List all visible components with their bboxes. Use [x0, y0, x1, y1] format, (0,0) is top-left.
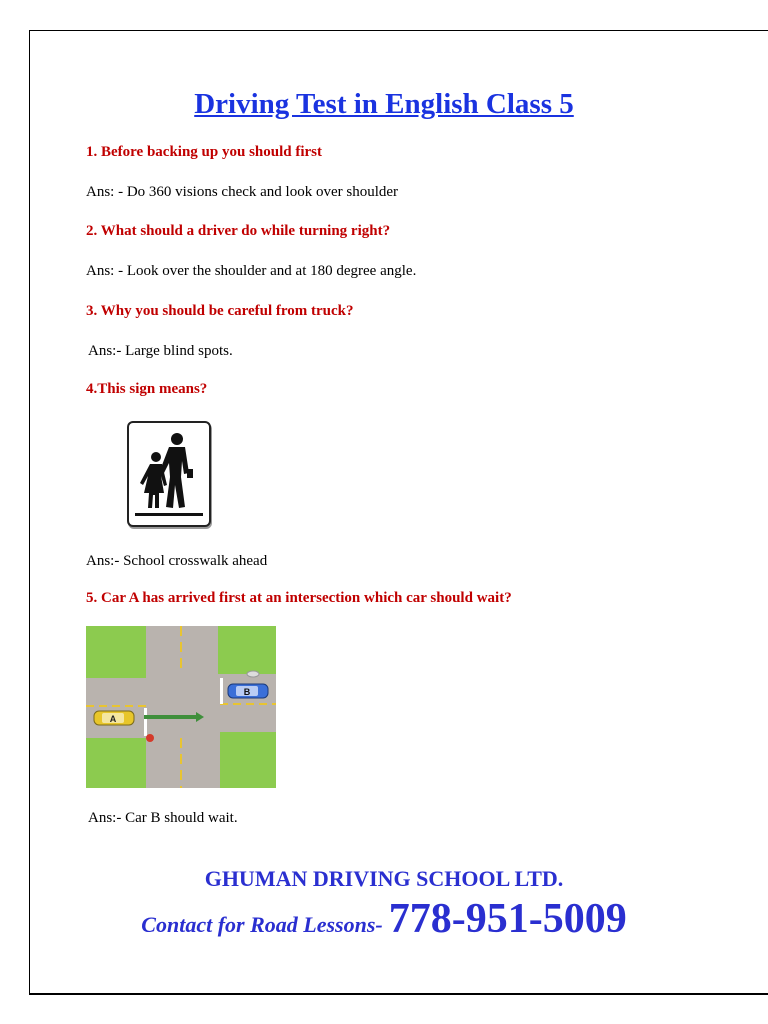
school-name: GHUMAN DRIVING SCHOOL LTD. — [204, 866, 564, 891]
stop-sign-left — [146, 734, 154, 742]
question-2: 2. What should a driver do while turning right? — [86, 223, 391, 239]
grass-bottom-left — [86, 738, 146, 788]
contact-label: Contact for Road Lessons- — [141, 912, 383, 937]
grass-top-right — [218, 626, 276, 674]
car-a — [94, 711, 134, 725]
intersection-diagram — [86, 626, 276, 788]
svg-text:B: B — [243, 687, 251, 697]
question-4: 4.This sign means? — [86, 381, 208, 397]
question-3: 3. Why you should be careful from truck? — [86, 303, 354, 319]
car-b — [228, 684, 268, 698]
grass-bottom-right — [220, 732, 276, 788]
answer-1: Ans: - Do 360 visions check and look over shoulder — [86, 184, 399, 200]
contact-line — [0, 895, 768, 943]
school-crossing-sign — [127, 421, 211, 527]
svg-text:A: A — [109, 714, 117, 724]
page-bottom-border — [29, 993, 768, 995]
answer-2: Ans: - Look over the shoulder and at 180 degree angle. — [86, 263, 417, 279]
school-crossing-pictogram — [129, 423, 209, 525]
stop-sign-right — [247, 671, 259, 677]
question-1: 1. Before backing up you should first — [86, 144, 323, 160]
answer-5: Ans:- Car B should wait. — [88, 810, 238, 826]
page-title: Driving Test in English Class 5 — [194, 88, 574, 120]
question-5: 5. Car A has arrived first at an intersection which car should wait? — [86, 590, 512, 606]
answer-3: Ans:- Large blind spots. — [88, 343, 233, 359]
grass-top-left — [86, 626, 146, 678]
answer-4: Ans:- School crosswalk ahead — [86, 553, 268, 569]
contact-phone[interactable]: 778-951-5009 — [388, 896, 627, 942]
